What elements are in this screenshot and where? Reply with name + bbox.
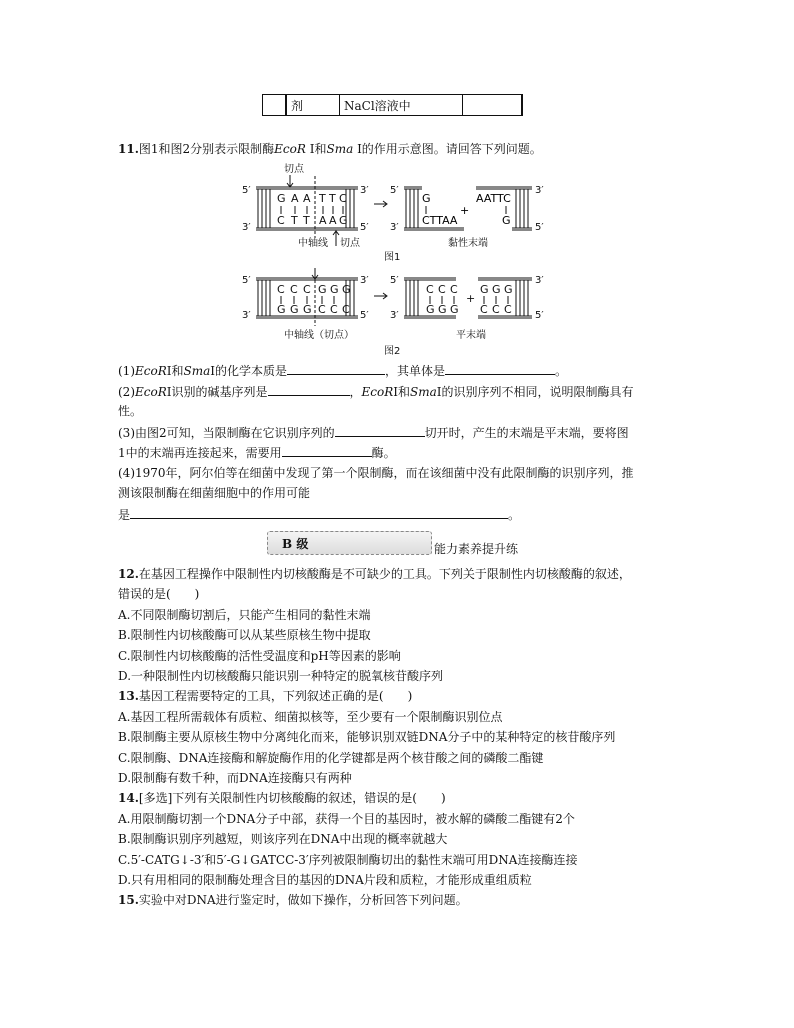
figure-1-ecori-diagram	[240, 160, 560, 262]
svg-text:C: C	[426, 283, 434, 296]
q13-option-c: C.限制酶、DNA连接酶和解旋酶作用的化学键都是两个核苷酸之间的磷酸二酯键	[118, 751, 544, 765]
svg-text:A: A	[319, 214, 327, 227]
q14-option-d: D.只有用相同的限制酶处理含目的基因的DNA片段和质粒，才能形成重组质粒	[118, 873, 532, 887]
svg-text:C: C	[330, 303, 338, 316]
svg-text:5′: 5′	[242, 185, 251, 196]
answer-blank[interactable]	[335, 424, 425, 437]
svg-text:3′: 3′	[390, 222, 399, 233]
svg-text:5′: 5′	[390, 185, 399, 196]
svg-text:G: G	[318, 283, 327, 296]
svg-text:3′: 3′	[535, 275, 544, 286]
q13-option-a: A.基因工程所需载体有质粒、细菌拟核等，至少要有一个限制酶识别位点	[118, 710, 503, 724]
svg-text:+: +	[460, 204, 470, 217]
figure-2-caption: 图2	[384, 346, 401, 357]
q11-part-3-cont: 1中的末端再连接起来，需要用 酶。	[118, 446, 396, 460]
svg-text:G: G	[290, 303, 299, 316]
svg-text:5′: 5′	[360, 222, 369, 233]
svg-text:C: C	[480, 303, 488, 316]
q12-option-c: C.限制性内切核酸酶的活性受温度和pH等因素的影响	[118, 649, 401, 663]
section-title: 能力素养提升练	[434, 542, 519, 556]
svg-text:G: G	[492, 283, 501, 296]
figure-2-smai-diagram	[240, 266, 560, 358]
svg-text:A: A	[291, 192, 299, 205]
section-badge: B 级	[267, 531, 432, 555]
cut-point-bottom-label: 切点	[340, 238, 360, 249]
svg-text:C: C	[342, 303, 350, 316]
answer-blank[interactable]	[282, 444, 372, 457]
q13-option-b: B.限制酶主要从原核生物中分离纯化而来，能够识别双链DNA分子中的某种特定的核苷酸序列	[118, 730, 616, 744]
q11-part-1: (1)EcoRⅠ和SmaⅠ的化学本质是 ，其单体是 。	[118, 364, 568, 378]
q12-stem: 12.在基因工程操作中限制性内切核酸酶是不可缺少的工具。下列关于限制性内切核酸酶的叙述，	[118, 567, 631, 581]
svg-text:T: T	[319, 192, 326, 205]
answer-blank[interactable]	[268, 383, 350, 396]
q12-option-d: D.一种限制性内切核酸酶只能识别一种特定的脱氧核苷酸序列	[118, 669, 444, 683]
svg-text:C: C	[318, 303, 326, 316]
q11-part-4-answer: 是 。	[118, 508, 521, 522]
svg-text:3′: 3′	[535, 185, 544, 196]
top-table-fragment	[262, 94, 523, 116]
svg-text:G: G	[450, 303, 459, 316]
svg-text:AATTC: AATTC	[476, 192, 511, 205]
svg-text:5′: 5′	[535, 222, 544, 233]
svg-text:G: G	[330, 283, 339, 296]
center-axis-label: 中轴线	[298, 238, 328, 249]
sticky-end-label: 黏性末端	[448, 238, 488, 249]
svg-text:G: G	[277, 303, 286, 316]
q15-stem: 15.实验中对DNA进行鉴定时，做如下操作，分析回答下列问题。	[118, 893, 468, 907]
svg-text:CTTAA: CTTAA	[422, 214, 458, 227]
q14-option-c: C.5′-CATG↓-3′和5′-G↓GATCC-3′序列被限制酶切出的黏性末端可用DNA连接酶连接	[118, 853, 578, 867]
svg-text:A: A	[329, 214, 337, 227]
q11-part-3: (3)由图2可知，当限制酶在它识别序列的 切开时，产生的末端是平末端，要将图	[118, 426, 629, 440]
q14-option-a: A.用限制酶切割一个DNA分子中部，获得一个目的基因时，被水解的磷酸二酯键有2个	[118, 812, 575, 826]
svg-text:G: G	[504, 283, 513, 296]
svg-text:G: G	[303, 303, 312, 316]
q11-part-4: (4)1970年，阿尔伯等在细菌中发现了第一个限制酶，而在该细菌中没有此限制酶的识别序列，推	[118, 466, 634, 480]
svg-text:G: G	[502, 214, 511, 227]
svg-text:G: G	[422, 192, 431, 205]
cut-point-top-label: 切点	[284, 164, 304, 175]
q14-option-b: B.限制酶识别序列越短，则该序列在DNA中出现的概率就越大	[118, 832, 448, 846]
svg-text:C: C	[339, 192, 347, 205]
svg-text:C: C	[290, 283, 298, 296]
svg-text:3′: 3′	[242, 310, 251, 321]
q11-stem: 11.图1和图2分别表示限制酶EcoR Ⅰ和Sma Ⅰ的作用示意图。请回答下列问题。	[118, 142, 542, 156]
svg-text:G: G	[342, 283, 351, 296]
svg-text:G: G	[480, 283, 489, 296]
q12-stem-cont: 错误的是( )	[118, 587, 200, 601]
table-cell: 剂	[286, 95, 340, 116]
answer-blank[interactable]	[287, 362, 385, 375]
q14-stem: 14.[多选]下列有关限制性内切核酸酶的叙述，错误的是( )	[118, 791, 446, 805]
svg-text:G: G	[277, 192, 286, 205]
svg-text:T: T	[303, 214, 310, 227]
svg-text:3′: 3′	[360, 275, 369, 286]
q11-part-4-cont: 测该限制酶在细菌细胞中的作用可能	[118, 486, 311, 500]
svg-text:C: C	[277, 283, 285, 296]
svg-text:3′: 3′	[390, 310, 399, 321]
svg-text:G: G	[438, 303, 447, 316]
center-axis-cut-label: 中轴线（切点）	[284, 330, 354, 341]
q11-part-2: (2)EcoRⅠ识别的碱基序列是 ，EcoRⅠ和SmaⅠ的识别序列不相同，说明限制酶具有	[118, 385, 634, 399]
svg-text:3′: 3′	[360, 185, 369, 196]
table-cell: NaCl溶液中	[340, 95, 463, 116]
q13-option-d: D.限制酶有数千种，而DNA连接酶只有两种	[118, 771, 352, 785]
svg-text:+: +	[466, 292, 476, 305]
svg-text:A: A	[303, 192, 311, 205]
svg-text:T: T	[291, 214, 298, 227]
answer-blank[interactable]	[445, 362, 555, 375]
q11-part-2-cont: 性。	[118, 404, 143, 418]
q13-stem: 13.基因工程需要特定的工具，下列叙述正确的是( )	[118, 689, 413, 703]
svg-text:5′: 5′	[360, 310, 369, 321]
svg-text:C: C	[438, 283, 446, 296]
svg-text:C: C	[450, 283, 458, 296]
blunt-end-label: 平末端	[456, 330, 486, 341]
svg-text:3′: 3′	[242, 222, 251, 233]
q12-option-b: B.限制性内切核酸酶可以从某些原核生物中提取	[118, 628, 371, 642]
svg-text:C: C	[492, 303, 500, 316]
answer-blank[interactable]	[130, 506, 508, 519]
svg-text:G: G	[339, 214, 348, 227]
svg-text:5′: 5′	[390, 275, 399, 286]
svg-text:C: C	[277, 214, 285, 227]
figure-1-caption: 图1	[384, 252, 401, 262]
svg-text:5′: 5′	[242, 275, 251, 286]
q12-option-a: A.不同限制酶切割后，只能产生相同的黏性末端	[118, 608, 371, 622]
svg-text:5′: 5′	[535, 310, 544, 321]
svg-text:G: G	[426, 303, 435, 316]
svg-text:C: C	[303, 283, 311, 296]
svg-text:C: C	[504, 303, 512, 316]
svg-text:T: T	[329, 192, 336, 205]
